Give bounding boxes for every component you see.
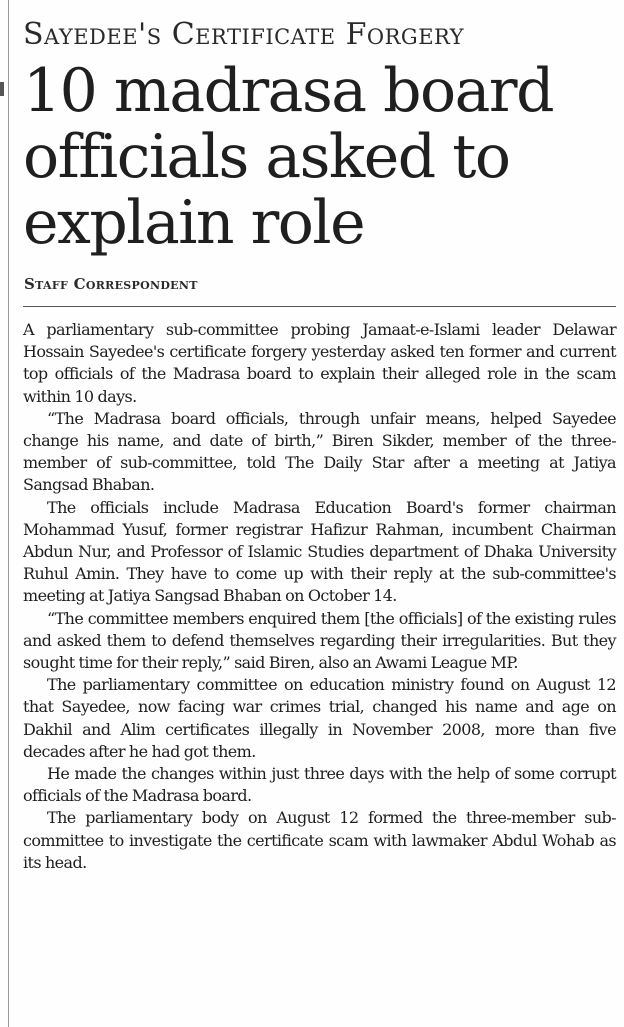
paragraph: A parliamentary sub-committee probing Jamaat-e-Islami leader Delawar Hossain Sayedee's certificate forgery yesterday asked ten former and current top officials of the Madrasa board to explain their alleged role in the scam within 10 days. (23, 320, 616, 406)
paragraph: The officials include Madrasa Education Board's former chairman Mohammad Yusuf, former registrar Hafizur Rahman, incumbent Chairman Abdun Nur, and Professor of Islamic Studies department of Dhaka University Ruhul Amin. They have to come up with their reply at the sub-committee's meeting at Jatiya Sangsad Bhaban on October 14. (23, 497, 616, 606)
paragraph: “The Madrasa board officials, through unfair means, helped Sayedee change his name, and date of birth,” Biren Sikder, member of the three-member of sub-committee, told The Daily Star after a meeting at Jatiya Sangsad Bhaban. (23, 408, 616, 495)
paragraph: The parliamentary committee on education ministry found on August 12 that Sayedee, now facing war crimes trial, changed his name and age on Dakhil and Alim certificates illegally in November 2008, more than five decades after he had got them. (23, 675, 616, 761)
kicker: Sayedee's Certificate Forgery (23, 17, 465, 52)
paragraph: “The committee members enquired them [the officials] of the existing rules and asked them to defend themselves regarding their irregularities. But they sought time for their reply,” said Biren, also an Awami League MP. (23, 608, 616, 673)
byline: Staff Correspondent (24, 275, 198, 293)
column-rule (8, 0, 9, 1027)
byline-divider (23, 306, 616, 307)
article-body (23, 319, 616, 874)
paragraph: The parliamentary body on August 12 formed the three-member sub-committee to investigate the certificate scam with lawmaker Abdul Wohab as its head. (23, 808, 616, 872)
edge-mark (0, 82, 4, 96)
paragraph: He made the changes within just three days with the help of some corrupt officials of the Madrasa board. (23, 764, 616, 806)
headline: 10 madrasa board officials asked to explain role (23, 56, 553, 258)
